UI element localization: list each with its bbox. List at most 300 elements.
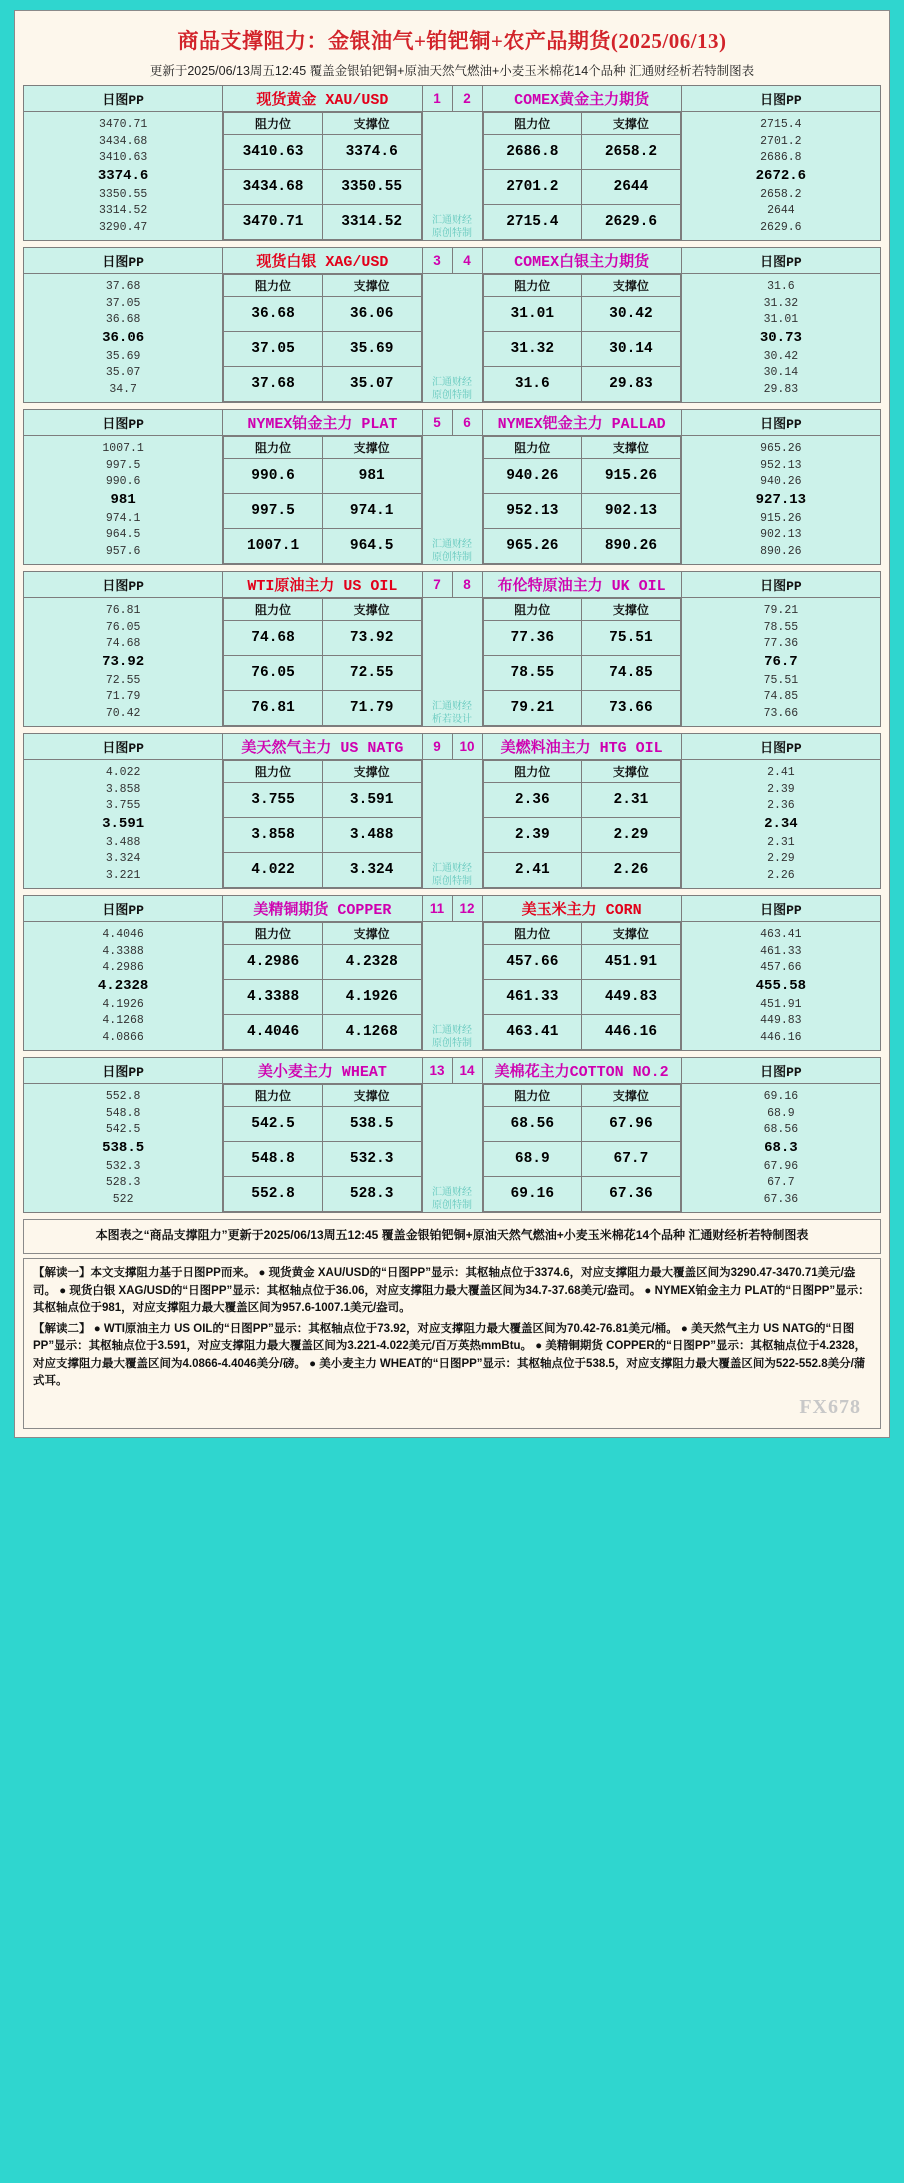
resistance-value: 2.36 <box>483 783 582 818</box>
pp-level-left: 37.68 <box>105 280 141 293</box>
pp-level-left: 957.6 <box>105 544 141 558</box>
support-value: 30.42 <box>582 297 681 332</box>
support-value: 4.1268 <box>322 1015 421 1050</box>
pp-levels-left <box>24 274 223 403</box>
pp-levels-left <box>24 922 223 1051</box>
instrument-index-right: 12 <box>452 896 482 922</box>
pp-level-left: 37.05 <box>105 296 141 310</box>
support-value: 2629.6 <box>582 205 681 240</box>
pp-level-left: 3.488 <box>105 835 141 849</box>
pp-level-left: 73.92 <box>102 654 145 670</box>
instrument-name-right: 美棉花主力COTTON NO.2 <box>482 1058 681 1084</box>
support-value: 72.55 <box>322 656 421 691</box>
pp-level-left: 3434.68 <box>98 134 148 148</box>
pp-level-right: 73.66 <box>763 706 799 720</box>
resistance-value: 3410.63 <box>224 135 323 170</box>
pp-level-right: 915.26 <box>760 511 802 525</box>
pp-level-right: 67.96 <box>763 1159 799 1173</box>
support-header-left: 支撑位 <box>322 761 421 783</box>
pp-level-left: 1007.1 <box>102 442 144 455</box>
pp-level-right: 69.16 <box>763 1090 799 1103</box>
pp-header-left: 日图PP <box>24 896 223 922</box>
support-value: 3.488 <box>322 818 421 853</box>
resistance-value: 68.56 <box>483 1107 582 1142</box>
resistance-header-right: 阻力位 <box>483 437 582 459</box>
support-value: 974.1 <box>322 494 421 529</box>
pp-levels-right <box>681 274 880 403</box>
resistance-value: 74.68 <box>224 621 323 656</box>
pp-level-left: 3.858 <box>105 782 141 796</box>
support-value: 73.66 <box>582 691 681 726</box>
pp-level-right: 68.56 <box>763 1123 799 1136</box>
pp-level-left: 997.5 <box>105 458 141 472</box>
support-value: 67.96 <box>582 1107 681 1142</box>
pp-level-right: 29.83 <box>763 382 799 396</box>
instrument-name-right: COMEX白银主力期货 <box>482 248 681 274</box>
pp-level-left: 72.55 <box>105 673 141 687</box>
resistance-value: 4.022 <box>224 853 323 888</box>
pp-level-right: 965.26 <box>760 442 802 455</box>
resistance-value: 4.3388 <box>224 980 323 1015</box>
pp-header-right: 日图PP <box>681 410 880 436</box>
pp-levels-right <box>681 112 880 241</box>
resistance-header-left: 阻力位 <box>224 113 323 135</box>
instrument-name-left: 美小麦主力 WHEAT <box>223 1058 422 1084</box>
instrument-index-right: 4 <box>452 248 482 274</box>
instrument-name-left: 现货白银 XAG/USD <box>223 248 422 274</box>
watermark-center: 汇通财经 原创特制 <box>422 436 482 565</box>
page-subtitle: 更新于2025/06/13周五12:45 覆盖金银铂钯铜+原油天然气燃油+小麦玉米棉花14个品种 汇通财经析若特制图表 <box>149 64 755 78</box>
pp-level-right: 2658.2 <box>760 187 802 201</box>
instrument-name-right: NYMEX钯金主力 PALLAD <box>482 410 681 436</box>
resistance-header-right: 阻力位 <box>483 923 582 945</box>
pp-level-right: 463.41 <box>760 928 802 941</box>
instrument-index-left: 5 <box>422 410 452 436</box>
pp-level-left: 548.8 <box>105 1106 141 1120</box>
footer-note-text: 本图表之“商品支撑阻力”更新于2025/06/13周五12:45 覆盖金银铂钯铜+原油天然气燃油+小麦玉米棉花14个品种 汇通财经析若特制图表 <box>95 1228 809 1242</box>
support-value: 981 <box>322 459 421 494</box>
support-value: 4.1926 <box>322 980 421 1015</box>
pp-level-left: 964.5 <box>105 528 141 541</box>
support-value: 2658.2 <box>582 135 681 170</box>
pp-level-right: 2701.2 <box>760 134 802 148</box>
resistance-value: 78.55 <box>483 656 582 691</box>
support-value: 528.3 <box>322 1177 421 1212</box>
main-card <box>14 10 890 1438</box>
support-value: 29.83 <box>582 367 681 402</box>
support-value: 3.324 <box>322 853 421 888</box>
resistance-value: 69.16 <box>483 1177 582 1212</box>
resistance-header-left: 阻力位 <box>224 275 323 297</box>
support-value: 71.79 <box>322 691 421 726</box>
resistance-value: 965.26 <box>483 529 582 564</box>
resistance-value: 2701.2 <box>483 170 582 205</box>
resistance-value: 76.05 <box>224 656 323 691</box>
resistance-value: 36.68 <box>224 297 323 332</box>
pp-levels-left <box>24 1084 223 1213</box>
support-value: 30.14 <box>582 332 681 367</box>
note-1: 【解读一】本文支撑阻力基于日图PP而来。 ● 现货黄金 XAU/USD的“日图PP”显示：其枢轴点位于3374.6，对应支撑阻力最大覆盖区间为3290.47-3470.71美元/盎司。 ● 现货白银 XAG/USD的“日图PP”显示：其枢轴点位于36.06，对应支撑阻力最大覆盖区间为34.7-37.68美元/盎司。 ● NYMEX铂金主力 PLAT的“日图PP”显示：其枢轴点位于981，对应支撑阻力最大覆盖区间为957.6-1007.1美元/盎司。 <box>33 1267 870 1314</box>
pp-level-right: 927.13 <box>755 492 807 508</box>
resistance-header-left: 阻力位 <box>224 923 323 945</box>
pp-level-left: 4.1268 <box>102 1014 144 1027</box>
watermark-center: 汇通财经 析若设计 <box>422 598 482 727</box>
pp-level-right: 67.36 <box>763 1192 799 1206</box>
resistance-value: 997.5 <box>224 494 323 529</box>
resistance-value: 77.36 <box>483 621 582 656</box>
pp-level-right: 74.85 <box>763 690 799 703</box>
support-value: 446.16 <box>582 1015 681 1050</box>
instrument-index-right: 6 <box>452 410 482 436</box>
resistance-value: 542.5 <box>224 1107 323 1142</box>
levels-table-left <box>223 760 422 889</box>
brand-watermark: FX678 <box>799 1396 861 1419</box>
pp-header-right: 日图PP <box>681 572 880 598</box>
resistance-header-left: 阻力位 <box>224 1085 323 1107</box>
pp-header-left: 日图PP <box>24 572 223 598</box>
levels-table-right <box>482 1084 681 1213</box>
support-value: 3314.52 <box>322 205 421 240</box>
resistance-value: 552.8 <box>224 1177 323 1212</box>
instrument-name-right: 美燃料油主力 HTG OIL <box>482 734 681 760</box>
instrument-name-right: 美玉米主力 CORN <box>482 896 681 922</box>
support-header-right: 支撑位 <box>582 275 681 297</box>
support-value: 2.26 <box>582 853 681 888</box>
pp-level-left: 3.324 <box>105 852 141 865</box>
levels-table-right <box>482 760 681 889</box>
pp-level-left: 3410.63 <box>98 151 148 164</box>
pp-header-right: 日图PP <box>681 248 880 274</box>
watermark-center: 汇通财经 原创特制 <box>422 274 482 403</box>
instrument-index-left: 9 <box>422 734 452 760</box>
instrument-index-right: 8 <box>452 572 482 598</box>
instrument-block <box>23 733 881 889</box>
levels-table-right <box>482 598 681 727</box>
resistance-value: 3470.71 <box>224 205 323 240</box>
instrument-name-left: 美天然气主力 US NATG <box>223 734 422 760</box>
instrument-block <box>23 85 881 241</box>
instrument-index-left: 3 <box>422 248 452 274</box>
support-value: 902.13 <box>582 494 681 529</box>
resistance-value: 4.2986 <box>224 945 323 980</box>
pp-level-right: 2715.4 <box>760 118 802 131</box>
support-value: 449.83 <box>582 980 681 1015</box>
pp-header-right: 日图PP <box>681 1058 880 1084</box>
pp-level-left: 70.42 <box>105 706 141 720</box>
support-header-right: 支撑位 <box>582 437 681 459</box>
resistance-header-right: 阻力位 <box>483 1085 582 1107</box>
support-value: 35.69 <box>322 332 421 367</box>
support-value: 538.5 <box>322 1107 421 1142</box>
pp-level-left: 74.68 <box>105 637 141 650</box>
pp-level-right: 2.26 <box>767 868 795 882</box>
pp-header-left: 日图PP <box>24 1058 223 1084</box>
pp-level-left: 35.69 <box>105 349 141 363</box>
support-value: 915.26 <box>582 459 681 494</box>
resistance-header-left: 阻力位 <box>224 761 323 783</box>
levels-table-right <box>482 112 681 241</box>
pp-level-left: 974.1 <box>105 511 141 525</box>
instrument-name-left: WTI原油主力 US OIL <box>223 572 422 598</box>
instrument-index-right: 14 <box>452 1058 482 1084</box>
resistance-value: 4.4046 <box>224 1015 323 1050</box>
pp-level-right: 77.36 <box>763 637 799 650</box>
pp-header-left: 日图PP <box>24 410 223 436</box>
pp-level-right: 446.16 <box>760 1030 802 1044</box>
blocks-container <box>23 85 881 1213</box>
pp-level-left: 522 <box>112 1192 134 1206</box>
pp-level-left: 4.3388 <box>102 944 144 958</box>
resistance-value: 76.81 <box>224 691 323 726</box>
levels-table-left <box>223 598 422 727</box>
support-value: 2.31 <box>582 783 681 818</box>
pp-levels-right <box>681 760 880 889</box>
support-value: 73.92 <box>322 621 421 656</box>
pp-levels-right <box>681 922 880 1051</box>
support-header-left: 支撑位 <box>322 599 421 621</box>
pp-level-right: 451.91 <box>760 997 802 1011</box>
pp-level-left: 3.591 <box>102 816 145 832</box>
support-value: 3.591 <box>322 783 421 818</box>
support-value: 4.2328 <box>322 945 421 980</box>
pp-level-left: 76.05 <box>105 620 141 634</box>
resistance-value: 68.9 <box>483 1142 582 1177</box>
note-block <box>23 1258 881 1429</box>
pp-level-left: 4.2986 <box>102 961 144 974</box>
pp-level-right: 30.42 <box>763 349 799 363</box>
resistance-value: 2.39 <box>483 818 582 853</box>
pp-level-left: 4.4046 <box>102 928 144 941</box>
instrument-name-left: NYMEX铂金主力 PLAT <box>223 410 422 436</box>
pp-level-left: 542.5 <box>105 1123 141 1136</box>
pp-level-right: 2644 <box>767 204 795 217</box>
pp-header-right: 日图PP <box>681 86 880 112</box>
support-header-left: 支撑位 <box>322 1085 421 1107</box>
instrument-index-left: 11 <box>422 896 452 922</box>
support-value: 2644 <box>582 170 681 205</box>
pp-level-right: 30.73 <box>759 330 802 346</box>
pp-level-right: 952.13 <box>760 458 802 472</box>
watermark-center: 汇通财经 原创特制 <box>422 1084 482 1213</box>
watermark-center: 汇通财经 原创特制 <box>422 760 482 889</box>
pp-header-right: 日图PP <box>681 896 880 922</box>
pp-level-left: 71.79 <box>105 690 141 703</box>
pp-level-right: 31.01 <box>763 313 799 326</box>
resistance-value: 37.68 <box>224 367 323 402</box>
pp-levels-right <box>681 1084 880 1213</box>
support-header-left: 支撑位 <box>322 923 421 945</box>
support-value: 532.3 <box>322 1142 421 1177</box>
pp-level-left: 3314.52 <box>98 204 148 217</box>
resistance-value: 457.66 <box>483 945 582 980</box>
resistance-value: 2686.8 <box>483 135 582 170</box>
pp-level-left: 36.06 <box>102 330 145 346</box>
pp-level-right: 2672.6 <box>755 168 807 184</box>
support-header-right: 支撑位 <box>582 923 681 945</box>
instrument-name-left: 美精铜期货 COPPER <box>223 896 422 922</box>
pp-level-left: 3350.55 <box>98 187 148 201</box>
pp-header-left: 日图PP <box>24 248 223 274</box>
pp-level-right: 2.41 <box>767 766 795 779</box>
support-value: 67.36 <box>582 1177 681 1212</box>
pp-level-left: 3.755 <box>105 799 141 812</box>
footer-note <box>23 1219 881 1254</box>
resistance-value: 31.01 <box>483 297 582 332</box>
pp-level-left: 35.07 <box>105 366 141 379</box>
pp-level-right: 30.14 <box>763 366 799 379</box>
pp-level-left: 3.221 <box>105 868 141 882</box>
support-value: 964.5 <box>322 529 421 564</box>
support-header-right: 支撑位 <box>582 113 681 135</box>
resistance-value: 3.858 <box>224 818 323 853</box>
instrument-block <box>23 571 881 727</box>
pp-level-right: 449.83 <box>760 1014 802 1027</box>
resistance-header-left: 阻力位 <box>224 599 323 621</box>
levels-table-left <box>223 274 422 403</box>
instrument-name-right: COMEX黄金主力期货 <box>482 86 681 112</box>
resistance-value: 990.6 <box>224 459 323 494</box>
pp-level-left: 981 <box>110 492 136 508</box>
pp-level-left: 4.0866 <box>102 1030 144 1044</box>
page-title: 商品支撑阻力：金银油气+铂钯铜+农产品期货(2025/06/13) <box>177 29 727 53</box>
pp-level-right: 940.26 <box>760 475 802 488</box>
resistance-value: 1007.1 <box>224 529 323 564</box>
pp-level-left: 990.6 <box>105 475 141 488</box>
pp-level-left: 4.1926 <box>102 997 144 1011</box>
pp-levels-left <box>24 598 223 727</box>
pp-level-left: 34.7 <box>109 382 137 396</box>
pp-level-right: 890.26 <box>760 544 802 558</box>
pp-level-left: 3290.47 <box>98 220 148 234</box>
pp-level-left: 552.8 <box>105 1090 141 1103</box>
pp-level-right: 2.34 <box>764 816 798 832</box>
support-value: 67.7 <box>582 1142 681 1177</box>
instrument-block <box>23 1057 881 1213</box>
pp-levels-left <box>24 760 223 889</box>
resistance-value: 940.26 <box>483 459 582 494</box>
instrument-name-left: 现货黄金 XAU/USD <box>223 86 422 112</box>
pp-level-left: 538.5 <box>102 1140 145 1156</box>
pp-level-right: 78.55 <box>763 620 799 634</box>
instrument-name-right: 布伦特原油主力 UK OIL <box>482 572 681 598</box>
pp-level-right: 902.13 <box>760 528 802 541</box>
pp-level-right: 75.51 <box>763 673 799 687</box>
support-value: 75.51 <box>582 621 681 656</box>
levels-table-right <box>482 274 681 403</box>
watermark-center: 汇通财经 原创特制 <box>422 112 482 241</box>
support-header-right: 支撑位 <box>582 599 681 621</box>
levels-table-left <box>223 922 422 1051</box>
support-value: 890.26 <box>582 529 681 564</box>
pp-level-right: 2.36 <box>767 799 795 812</box>
pp-level-right: 68.3 <box>764 1140 798 1156</box>
resistance-value: 37.05 <box>224 332 323 367</box>
resistance-header-right: 阻力位 <box>483 761 582 783</box>
levels-table-right <box>482 436 681 565</box>
resistance-value: 461.33 <box>483 980 582 1015</box>
levels-table-right <box>482 922 681 1051</box>
levels-table-left <box>223 112 422 241</box>
instrument-index-right: 2 <box>452 86 482 112</box>
pp-level-left: 36.68 <box>105 313 141 326</box>
resistance-value: 2715.4 <box>483 205 582 240</box>
support-value: 35.07 <box>322 367 421 402</box>
pp-level-left: 76.81 <box>105 604 141 617</box>
pp-level-right: 2.29 <box>767 852 795 865</box>
resistance-value: 2.41 <box>483 853 582 888</box>
pp-level-right: 461.33 <box>760 944 802 958</box>
resistance-value: 548.8 <box>224 1142 323 1177</box>
pp-level-left: 528.3 <box>105 1176 141 1189</box>
support-header-right: 支撑位 <box>582 1085 681 1107</box>
instrument-index-right: 10 <box>452 734 482 760</box>
resistance-value: 31.6 <box>483 367 582 402</box>
support-value: 74.85 <box>582 656 681 691</box>
pp-header-right: 日图PP <box>681 734 880 760</box>
resistance-header-right: 阻力位 <box>483 599 582 621</box>
levels-table-left <box>223 436 422 565</box>
pp-levels-right <box>681 436 880 565</box>
pp-levels-left <box>24 112 223 241</box>
support-header-right: 支撑位 <box>582 761 681 783</box>
pp-levels-left <box>24 436 223 565</box>
resistance-value: 79.21 <box>483 691 582 726</box>
pp-level-left: 532.3 <box>105 1159 141 1173</box>
pp-level-left: 3374.6 <box>97 168 149 184</box>
resistance-value: 463.41 <box>483 1015 582 1050</box>
resistance-header-right: 阻力位 <box>483 113 582 135</box>
pp-header-left: 日图PP <box>24 86 223 112</box>
pp-level-right: 68.9 <box>767 1106 795 1120</box>
instrument-index-left: 13 <box>422 1058 452 1084</box>
instrument-index-left: 1 <box>422 86 452 112</box>
pp-level-left: 4.2328 <box>97 978 149 994</box>
pp-header-left: 日图PP <box>24 734 223 760</box>
instrument-block <box>23 247 881 403</box>
watermark-center: 汇通财经 原创特制 <box>422 922 482 1051</box>
pp-levels-right <box>681 598 880 727</box>
pp-level-left: 3470.71 <box>98 118 148 131</box>
pp-level-right: 79.21 <box>763 604 799 617</box>
pp-level-right: 67.7 <box>767 1176 795 1189</box>
support-header-left: 支撑位 <box>322 437 421 459</box>
instrument-block <box>23 409 881 565</box>
pp-level-right: 76.7 <box>764 654 798 670</box>
pp-level-right: 457.66 <box>760 961 802 974</box>
support-value: 3374.6 <box>322 135 421 170</box>
levels-table-left <box>223 1084 422 1213</box>
pp-level-right: 2.31 <box>767 835 795 849</box>
support-header-left: 支撑位 <box>322 275 421 297</box>
resistance-header-right: 阻力位 <box>483 275 582 297</box>
support-value: 2.29 <box>582 818 681 853</box>
pp-level-right: 31.32 <box>763 296 799 310</box>
pp-level-right: 455.58 <box>755 978 807 994</box>
resistance-value: 952.13 <box>483 494 582 529</box>
support-value: 451.91 <box>582 945 681 980</box>
instrument-block <box>23 895 881 1051</box>
pp-level-right: 2.39 <box>767 782 795 796</box>
instrument-index-left: 7 <box>422 572 452 598</box>
support-header-left: 支撑位 <box>322 113 421 135</box>
resistance-value: 31.32 <box>483 332 582 367</box>
support-value: 3350.55 <box>322 170 421 205</box>
resistance-value: 3.755 <box>224 783 323 818</box>
pp-level-right: 31.6 <box>767 280 795 293</box>
pp-level-left: 4.022 <box>105 766 141 779</box>
resistance-header-left: 阻力位 <box>224 437 323 459</box>
note-2: 【解读二】 ● WTI原油主力 US OIL的“日图PP”显示：其枢轴点位于73.92，对应支撑阻力最大覆盖区间为70.42-76.81美元/桶。 ● 美天然气主力 US NATG的“日图PP”显示：其枢轴点位于3.591，对应支撑阻力最大覆盖区间为3.221-4.022美元/百万英热mmBtu。 ● 美精铜期货 COPPER的“日图PP”显示：其枢轴点位于4.2328，对应支撑阻力最大覆盖区间为4.0866-4.4046美分/磅。 ● 美小麦主力 WHEAT的“日图PP”显示：其枢轴点位于538.5，对应支撑阻力最大覆盖区间为522-552.8美分/蒲式耳。 <box>33 1323 867 1387</box>
